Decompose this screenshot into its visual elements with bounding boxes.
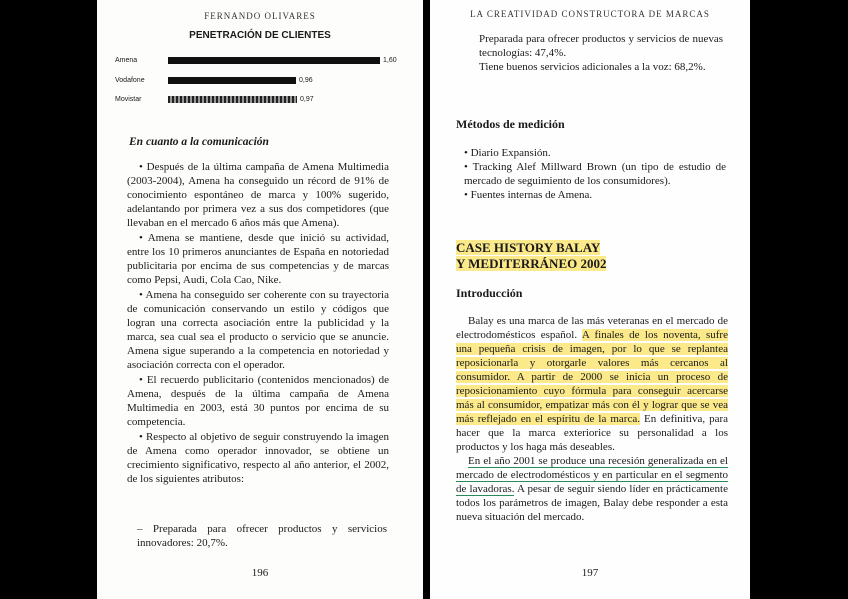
methods-heading: Métodos de medición <box>456 117 565 131</box>
page-number: 196 <box>251 567 269 579</box>
chart-bar <box>168 77 296 84</box>
paragraph: Tiene buenos servicios adicionales a la voz: 68,2%. <box>479 61 706 73</box>
left-page <box>97 0 423 599</box>
running-header: FERNANDO OLIVARES <box>204 11 316 21</box>
paragraph: • Después de la última campaña de Amena Multimedia (2003-2004), Amena ha conseguido un récord de 91% de conocimiento espontáneo de marca y 100% sugerido, adelantando por primera vez a sus dos competidores (que llevaban en el mercado 6 años más que Amena). <box>127 161 389 229</box>
list-item: • Tracking Alef Millward Brown (un tipo de estudio de mercado de seguimiento de los consumidores). <box>464 161 726 187</box>
chart-value: 1,60 <box>383 57 397 64</box>
paragraph: • El recuerdo publicitario (contenidos mencionados) de Amena, después de la última campaña de Amena Multimedia en 2003, está 30 puntos por encima de su competencia. <box>127 374 389 428</box>
page-number: 197 <box>581 567 599 579</box>
list-item: • Diario Expansión. <box>464 147 551 159</box>
underlined-text: En el año 2001 se produce una recesión generalizada en el mercado de electrodomésticos y en particular en el segmento de lavadoras. <box>456 455 728 495</box>
case-title-line: CASE HISTORY BALAY <box>456 240 601 255</box>
chart-value: 0,97 <box>300 96 314 103</box>
chart-label: Vodafone <box>115 77 145 84</box>
chart-label: Movistar <box>115 96 142 103</box>
text-run: A pesar de seguir siendo líder en prácticamente todos los parámetros de imagen, Balay debe responder a esta nueva situación del mercado. <box>456 483 728 523</box>
paragraph <box>456 454 728 524</box>
chart-row-vodafone <box>115 76 415 86</box>
right-page <box>430 0 750 599</box>
chart-bar <box>168 96 297 103</box>
attribute-list-item: – Preparada para ofrecer productos y servicios innovadores: 20,7%. <box>137 523 387 549</box>
running-header: LA CREATIVIDAD CONSTRUCTORA DE MARCAS <box>470 9 710 19</box>
attribute-list-continued <box>479 32 723 74</box>
paragraph <box>456 314 728 454</box>
paragraph: Preparada para ofrecer productos y servicios de nuevas tecnologías: 47,4%. <box>479 33 723 59</box>
list-item: • Fuentes internas de Amena. <box>464 189 593 201</box>
left-body-text <box>127 160 389 487</box>
chart-row-amena <box>115 56 415 66</box>
section-heading: En cuanto a la comunicación <box>129 136 269 148</box>
paragraph: • Respecto al objetivo de seguir construyendo la imagen de Amena como operador innovador, se obtiene un crecimiento significativo, respecto al año anterior, el 2002, de los siguientes atributos: <box>127 431 389 485</box>
case-history-title <box>456 240 606 272</box>
intro-text <box>456 314 728 524</box>
paragraph: • Amena se mantiene, desde que inició su actividad, entre los 10 primeros anunciantes de España en notoriedad publicitaria por encima de sus competencias y de marcas como Pepsi, Audi, Cola Cao, Nike. <box>127 232 389 286</box>
highlighted-text: A finales de los noventa, sufre una pequeña crisis de imagen, por lo que se replantea reposicionarla y otorgarle valores más cercanos al consumidor. A partir de 2000 se inicia un proceso de reposicionamiento cuyo fórmula para conseguir acercarse más al consumidor, empatizar más con él y lograr que se vea más reflejado en el espíritu de la marca. <box>456 329 728 425</box>
chart-value: 0,96 <box>299 77 313 84</box>
case-title-line: Y MEDITERRÁNEO 2002 <box>456 256 607 271</box>
methods-list <box>464 146 726 202</box>
intro-heading: Introducción <box>456 286 523 300</box>
text-run: En definitiva, para hacer que la marca exteriorice su personalidad a los productos y los haga más deseables. <box>456 413 729 453</box>
chart-label: Amena <box>115 57 138 64</box>
paragraph: • Amena ha conseguido ser coherente con su trayectoria de comunicación conservando un estilo y códigos que logran una correcta asociación entre la publicidad y la marca, sea cual sea el producto o servicio que se anuncie. Amena sigue superando a la competencia en notoriedad y asociación correcta con el operador. <box>127 289 389 371</box>
chart-title: PENETRACIÓN DE CLIENTES <box>189 30 331 41</box>
chart-row-movistar <box>115 95 415 105</box>
text-run: Balay es una marca de las más veteranas en el mercado de electrodomésticos español. <box>456 315 728 341</box>
chart-bar <box>168 57 380 64</box>
